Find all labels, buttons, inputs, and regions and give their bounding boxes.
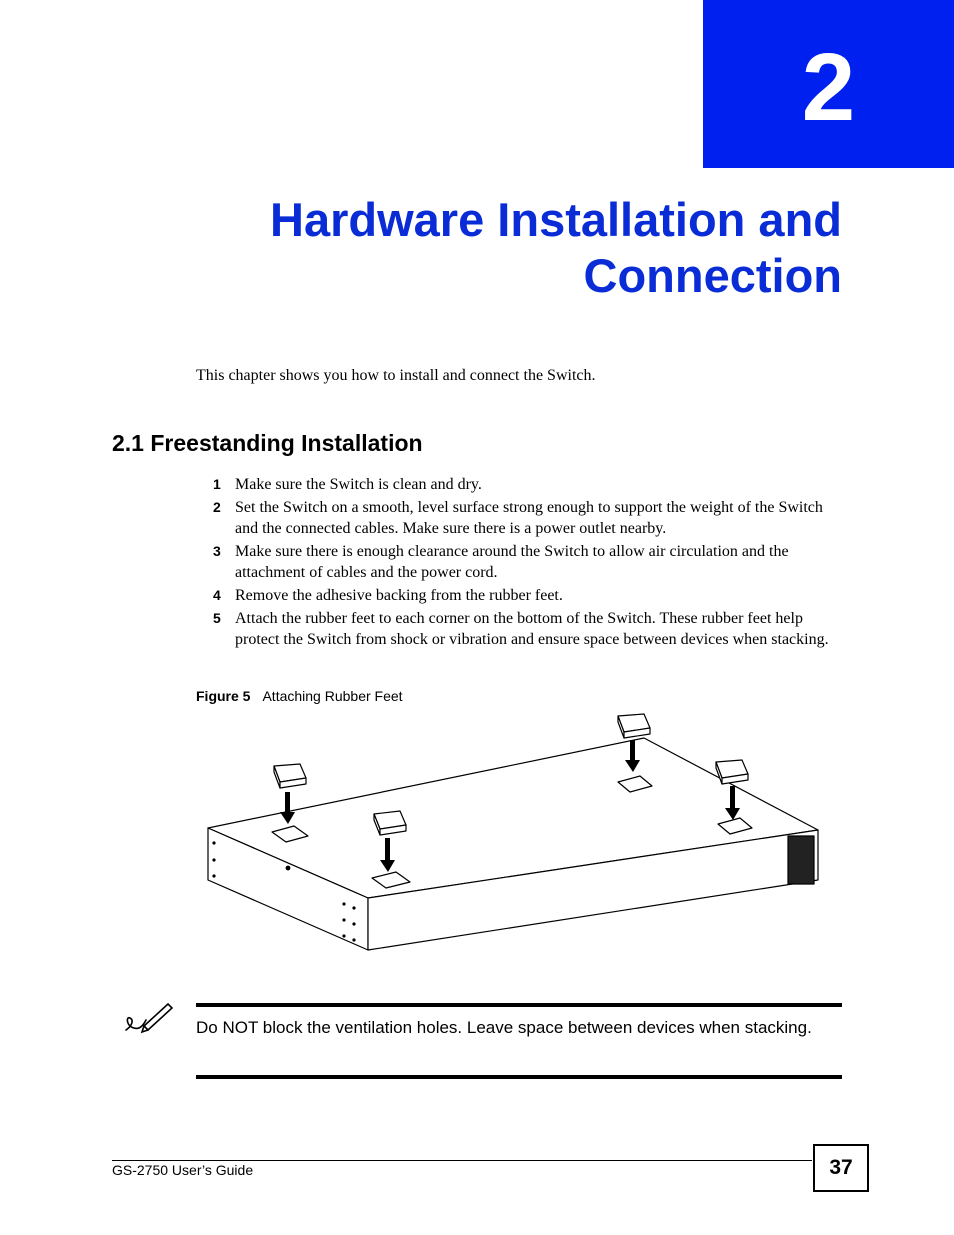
step-text: Attach the rubber feet to each corner on the bottom of the Switch. These rubber feet help protect the Switch from shock or vibration and ensure space between devices when stacking. bbox=[235, 610, 829, 648]
chapter-number: 2 bbox=[801, 34, 856, 141]
figure-label: Figure 5 bbox=[196, 688, 251, 704]
step-number: 5 bbox=[213, 610, 221, 626]
list-item bbox=[196, 497, 846, 539]
step-number: 4 bbox=[213, 587, 221, 603]
step-text: Remove the adhesive backing from the rubber feet. bbox=[235, 587, 563, 604]
figure-caption bbox=[196, 688, 403, 704]
chapter-title-line-1: Hardware Installation and bbox=[270, 193, 842, 246]
rubber-feet-illustration bbox=[196, 708, 828, 958]
chapter-title-line-2: Connection bbox=[583, 249, 842, 302]
note-text: Do NOT block the ventilation holes. Leave space between devices when stacking. bbox=[196, 1018, 812, 1037]
list-item bbox=[196, 474, 846, 495]
chapter-title bbox=[270, 192, 842, 304]
rubber-foot bbox=[374, 811, 406, 835]
note-bottom-rule bbox=[196, 1075, 842, 1079]
step-text: Make sure there is enough clearance around the Switch to allow air circulation and the attachment of cables and the power cord. bbox=[235, 543, 789, 581]
step-text: Set the Switch on a smooth, level surface strong enough to support the weight of the Switch and the connected cables. Make sure there is a power outlet nearby. bbox=[235, 499, 823, 537]
figure-title: Attaching Rubber Feet bbox=[262, 688, 403, 704]
vent-panel bbox=[788, 836, 814, 884]
step-number: 3 bbox=[213, 543, 221, 559]
installation-steps bbox=[196, 474, 846, 652]
rubber-foot bbox=[274, 764, 306, 788]
rubber-foot bbox=[618, 714, 650, 738]
footer-rule bbox=[112, 1160, 812, 1161]
chapter-number-box bbox=[703, 0, 954, 168]
rubber-foot bbox=[716, 760, 748, 784]
list-item bbox=[196, 585, 846, 606]
list-item bbox=[196, 608, 846, 650]
section-heading: 2.1 Freestanding Installation bbox=[112, 430, 423, 456]
note-top-rule bbox=[196, 1003, 842, 1007]
footer-guide-title: GS-2750 User’s Guide bbox=[112, 1162, 254, 1178]
step-number: 2 bbox=[213, 499, 221, 515]
step-number: 1 bbox=[213, 476, 221, 492]
pen-note-icon bbox=[124, 1000, 174, 1036]
step-text: Make sure the Switch is clean and dry. bbox=[235, 476, 482, 493]
page-number: 37 bbox=[813, 1144, 869, 1192]
list-item bbox=[196, 541, 846, 583]
intro-paragraph: This chapter shows you how to install and connect the Switch. bbox=[196, 367, 596, 384]
